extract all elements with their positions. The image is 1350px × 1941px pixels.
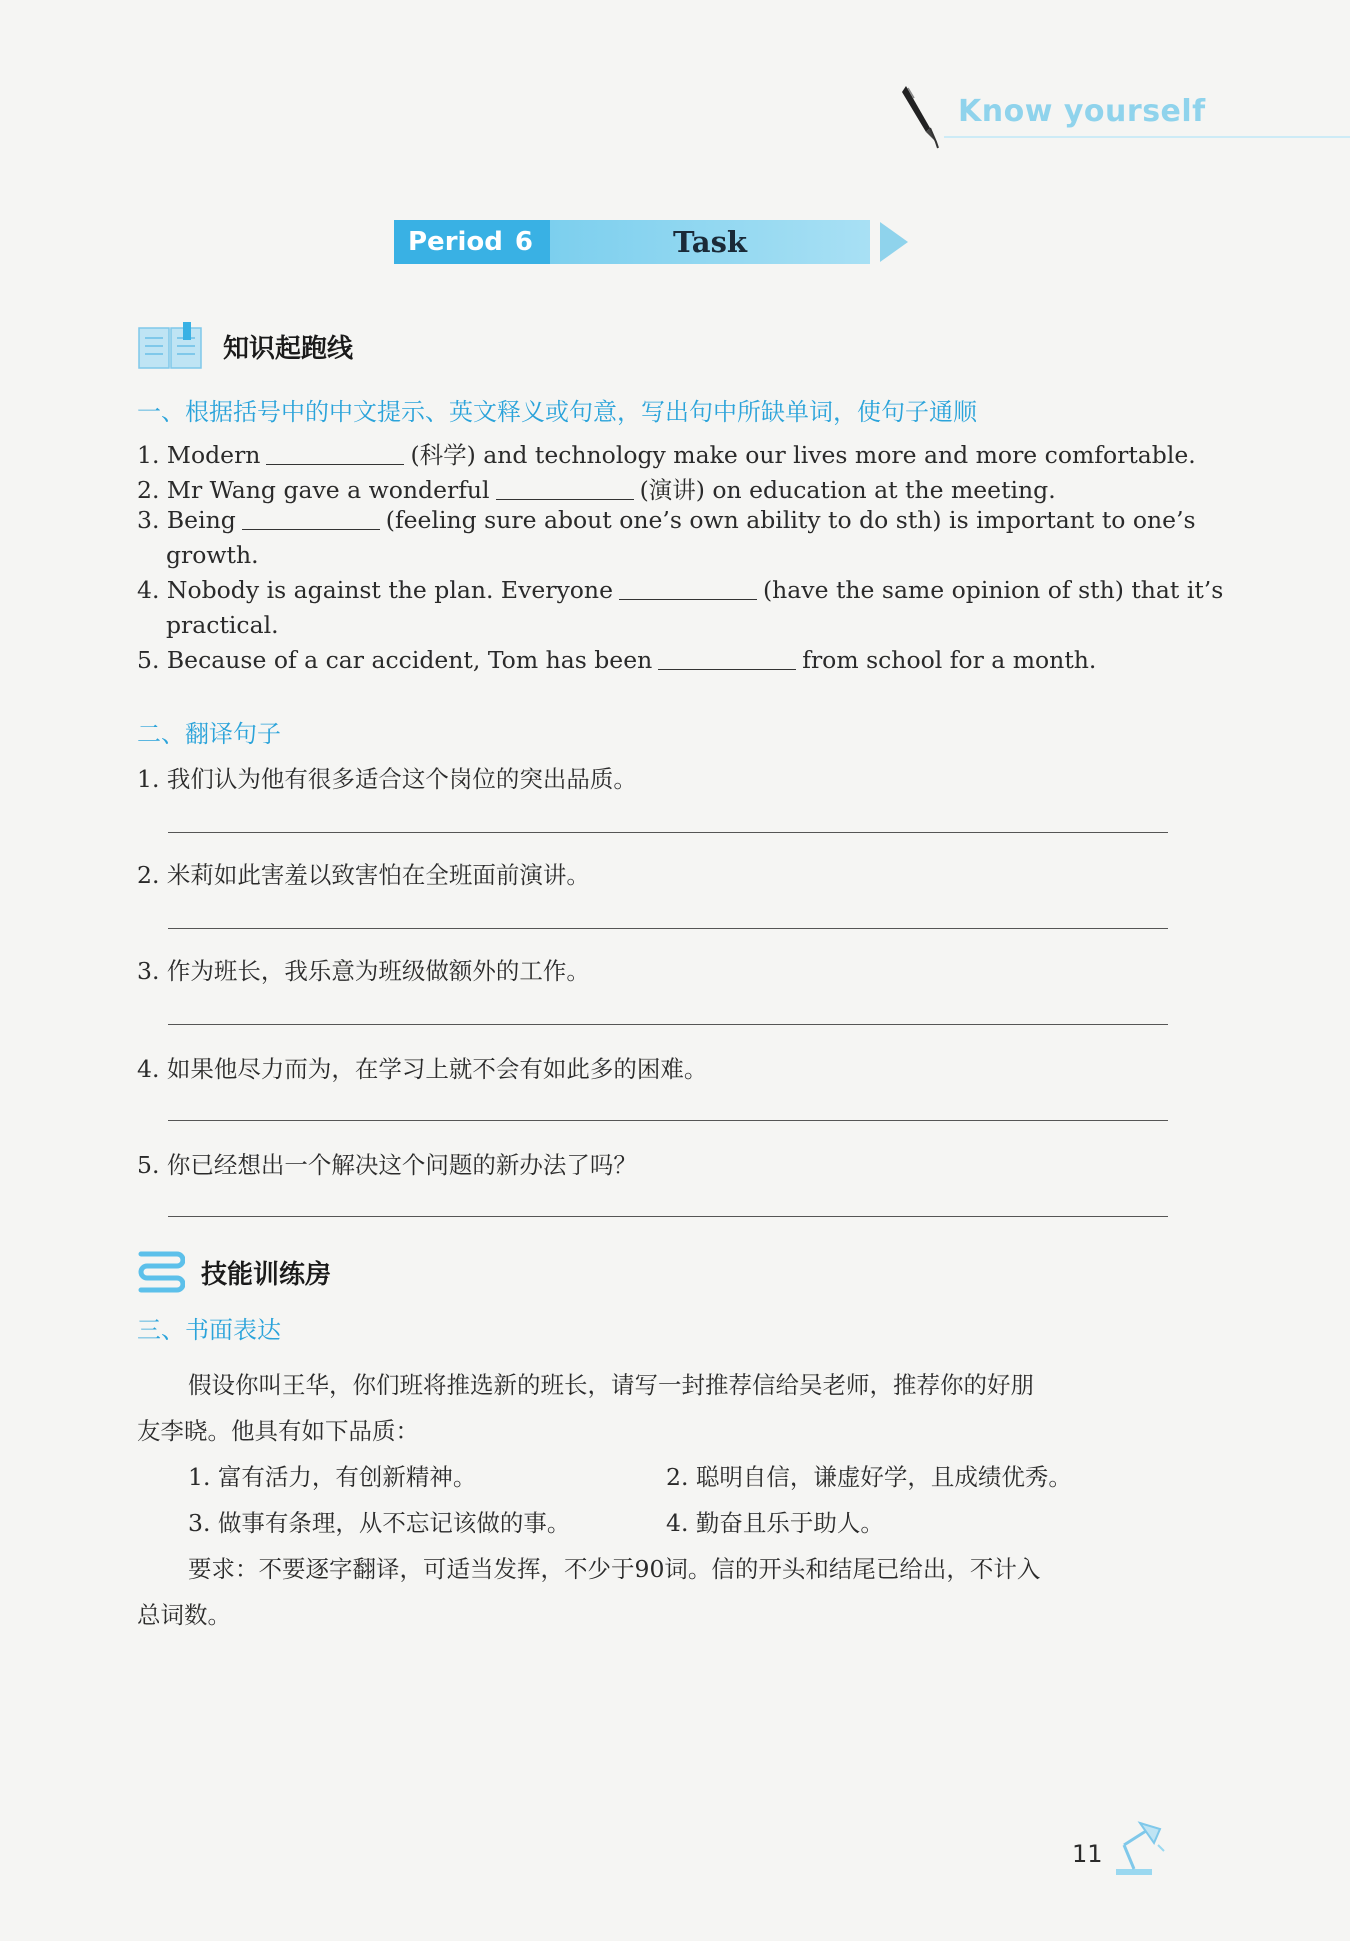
answer-line[interactable] [168, 832, 1168, 833]
fill-item-5: 5. Because of a car accident, Tom has been from school for a month. [137, 646, 1097, 674]
banner-arrow-icon [880, 222, 908, 262]
fill-item-3: 3. Being (feeling sure about one’s own ability to do sth) is important to one’s [137, 506, 1196, 534]
requirement-line1: 要求：不要逐字翻译，可适当发挥，不少于90词。信的开头和结尾已给出，不计入 [188, 1555, 1041, 1583]
brand-title: Know yourself [958, 94, 1206, 129]
translate-item-1: 1. 我们认为他有很多适合这个岗位的突出品质。 [137, 765, 637, 793]
part3-title: 三、书面表达 [137, 1316, 281, 1344]
header-brand [900, 84, 1350, 144]
translate-item-4: 4. 如果他尽力而为，在学习上就不会有如此多的困难。 [137, 1055, 708, 1083]
answer-line[interactable] [168, 1120, 1168, 1121]
pen-icon [900, 84, 942, 150]
section-header-knowledge [137, 322, 437, 372]
writing-prompt-line1: 假设你叫王华，你们班将推选新的班长，请写一封推荐信给吴老师，推荐你的好朋 [188, 1371, 1034, 1399]
translate-item-5: 5. 你已经想出一个解决这个问题的新办法了吗？ [137, 1151, 637, 1179]
fill-item-1: 1. Modern (科学) and technology make our lives more and more comfortable. [137, 441, 1196, 469]
answer-blank[interactable] [496, 477, 634, 500]
period-label [394, 220, 550, 264]
brand-underline [944, 136, 1350, 138]
period-banner [394, 218, 914, 268]
writing-prompt-line2: 友李晓。他具有如下品质： [137, 1417, 419, 1445]
page-number: 11 [1072, 1840, 1103, 1868]
answer-blank[interactable] [242, 507, 380, 530]
translate-item-2: 2. 米莉如此害羞以致害怕在全班面前演讲。 [137, 861, 590, 889]
part2-title: 二、翻译句子 [137, 720, 281, 748]
answer-line[interactable] [168, 1216, 1168, 1217]
section-header-skills [137, 1248, 437, 1298]
quality-item-2: 2. 聪明自信，谦虚好学，且成绩优秀。 [666, 1463, 1072, 1491]
task-label: Task [550, 220, 870, 264]
ribbon-icon [137, 1248, 185, 1294]
fill-item-3-cont: growth. [166, 541, 259, 569]
requirement-line2: 总词数。 [137, 1601, 231, 1629]
answer-blank[interactable] [619, 577, 757, 600]
part1-title: 一、根据括号中的中文提示、英文释义或句意，写出句中所缺单词，使句子通顺 [137, 398, 977, 426]
book-icon [137, 322, 205, 374]
answer-line[interactable] [168, 928, 1168, 929]
quality-item-4: 4. 勤奋且乐于助人。 [666, 1509, 884, 1537]
quality-item-1: 1. 富有活力，有创新精神。 [188, 1463, 477, 1491]
desk-lamp-icon [1110, 1815, 1166, 1877]
section-title: 技能训练房 [201, 1260, 332, 1290]
fill-item-4: 4. Nobody is against the plan. Everyone (have the same opinion of sth) that it’s [137, 576, 1224, 604]
quality-item-3: 3. 做事有条理，从不忘记该做的事。 [188, 1509, 571, 1537]
period-number: 6 [514, 227, 533, 257]
answer-blank[interactable] [266, 442, 404, 465]
period-word: Period [408, 227, 503, 257]
translate-item-3: 3. 作为班长，我乐意为班级做额外的工作。 [137, 957, 590, 985]
fill-item-4-cont: practical. [166, 611, 279, 639]
answer-blank[interactable] [658, 647, 796, 670]
section-title: 知识起跑线 [223, 334, 354, 364]
fill-item-2: 2. Mr Wang gave a wonderful (演讲) on education at the meeting. [137, 476, 1056, 504]
answer-line[interactable] [168, 1024, 1168, 1025]
